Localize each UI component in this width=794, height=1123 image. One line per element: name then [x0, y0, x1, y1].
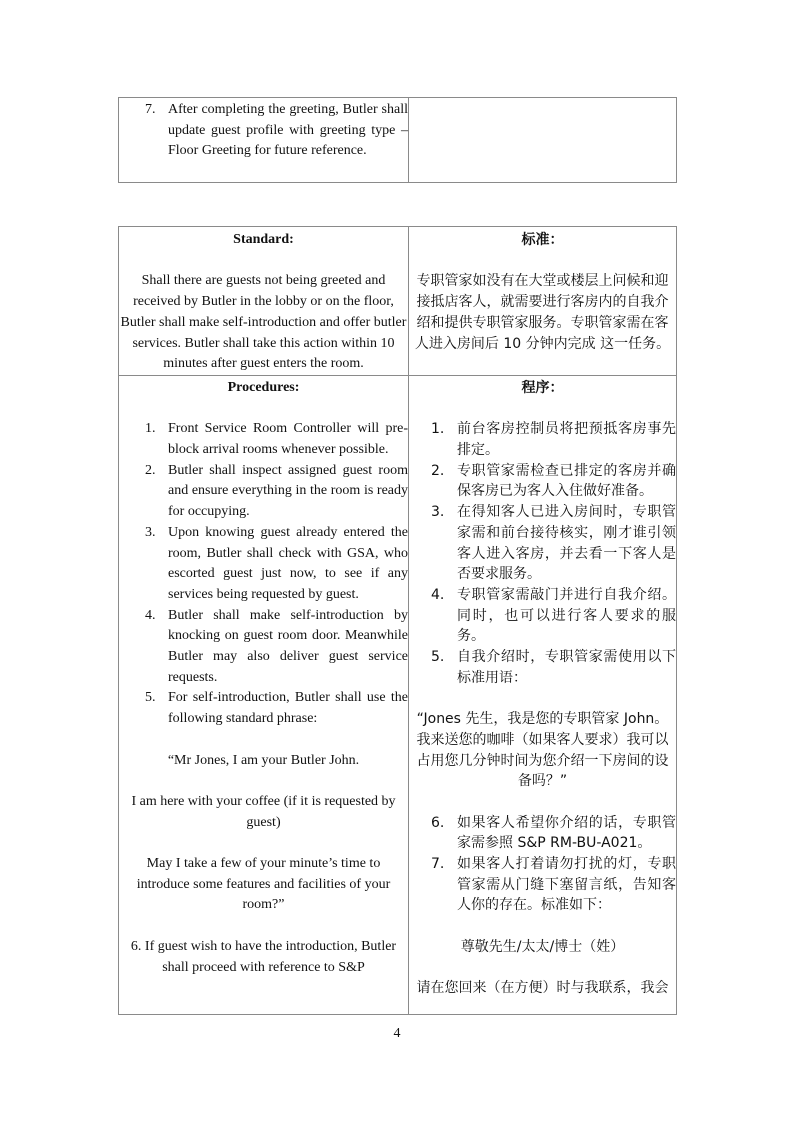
- procedures-list-en: [119, 419, 408, 730]
- list-text: 专职管家需检查已排定的客房并确保客房已为客人入住做好准备。: [457, 462, 676, 500]
- procedures-heading-en: Procedures:: [227, 379, 300, 395]
- continuation-en-cell: [119, 98, 409, 183]
- standard-text-en: Shall there are guests not being greeted and received by Butler in the lobby or on the floor, Butler shall make self-introduction and offer butler services. Butler shall take this action within 10 minutes after guest enters the room.: [120, 273, 407, 372]
- procedures-list-zh: [409, 419, 676, 688]
- procedures-list-zh-b: [409, 813, 676, 917]
- page-number: 4: [393, 1026, 401, 1041]
- list-number: 4.: [431, 586, 445, 603]
- list-item: [409, 502, 676, 585]
- procedures-zh-cell: [409, 375, 677, 1014]
- list-text: After completing the greeting, Butler shall update guest profile with greeting type – Floor Greeting for future reference.: [168, 102, 408, 159]
- list-number: 5.: [145, 690, 156, 706]
- note-zh-1: 尊敬先生/太太/博士（姓）: [460, 938, 625, 955]
- procedures-en-cell: [119, 375, 409, 1014]
- list-item: [119, 606, 408, 689]
- list-number: 1.: [145, 421, 156, 437]
- list-text: Upon knowing guest already entered the room, Butler shall check with GSA, who escorted guest just now, to see if any services being requested by guest.: [168, 524, 408, 602]
- list-text: 如果客人希望你介绍的话，专职管家需参照 S&P RM-BU-A021。: [457, 814, 676, 852]
- list-item: [119, 100, 408, 162]
- list-number: 5.: [431, 649, 445, 666]
- standard-heading-en: Standard:: [233, 232, 294, 247]
- procedures-heading-zh: 程序：: [521, 379, 564, 396]
- list-text: 前台客房控制员将把预抵客房事先排定。: [457, 421, 676, 458]
- list-text: Front Service Room Controller will pre-block arrival rooms whenever possible.: [168, 421, 408, 457]
- list-text: For self-introduction, Butler shall use the following standard phrase:: [168, 690, 408, 727]
- phrase-zh: “Jones 先生，我是您的专职管家 John。我来送您的咖啡（如果客人要求）我可以占用您几分钟时间为您介绍一下房间的设备吗？”: [416, 711, 669, 790]
- phrase-line-3: May I take a few of your minute’s time to introduce some features and facilities of your room?”: [136, 856, 391, 913]
- list-text: 在得知客人已进入房间时，专职管家需和前台接待核实，刚才谁引领客人进入客房，并去看一下客人是否要求服务。: [457, 504, 676, 583]
- list-item: [119, 523, 408, 606]
- list-number: 4.: [145, 607, 156, 623]
- list-number: 3.: [431, 504, 445, 521]
- standard-text-zh: 专职管家如没有在大堂或楼层上问候和迎接抵店客人，就需要进行客房内的自我介绍和提供专职管家服务。专职管家需在客人进入房间后 10 分钟内完成 这一任务。: [414, 273, 671, 352]
- list-item: [409, 461, 676, 502]
- standard-zh-cell: [409, 227, 677, 376]
- list-number: 7.: [431, 856, 445, 873]
- list-item: [119, 461, 408, 523]
- list-number: 2.: [431, 462, 445, 479]
- list-item: [409, 419, 676, 460]
- list-number: 7.: [145, 102, 156, 117]
- standard-en-cell: [119, 227, 409, 376]
- procedure-item-6-en: 6. If guest wish to have the introduction, Butler shall proceed with reference to S&P: [130, 938, 397, 975]
- list-text: Butler shall inspect assigned guest room and ensure everything in the room is ready for occupying.: [168, 462, 408, 520]
- list-item: [409, 585, 676, 647]
- phrase-line-2: I am here with your coffee (if it is requested by guest): [131, 793, 396, 830]
- list-number: 2.: [145, 462, 156, 478]
- continuation-zh-cell: [409, 98, 677, 183]
- list-number: 6.: [431, 814, 445, 831]
- standard-heading-zh: 标准：: [521, 232, 564, 248]
- list-text: Butler shall make self-introduction by knocking on guest room door. Meanwhile Butler may also deliver guest service requests.: [168, 607, 408, 685]
- standard-procedures-table: [118, 226, 677, 1015]
- list-number: 3.: [145, 524, 156, 540]
- list-item: [409, 854, 676, 916]
- continuation-table: [118, 97, 677, 183]
- list-item: [119, 688, 408, 729]
- list-number: 1.: [431, 421, 445, 438]
- list-text: 自我介绍时，专职管家需使用以下标准用语：: [457, 649, 676, 686]
- list-text: 专职管家需敲门并进行自我介绍。同时，也可以进行客人要求的服务。: [457, 586, 676, 645]
- note-zh-2: 请在您回来（在方便）时与我联系，我会: [416, 980, 669, 997]
- phrase-line-1: “Mr Jones, I am your Butler John.: [167, 752, 360, 768]
- list-text: 如果客人打着请勿打扰的灯，专职管家需从门缝下塞留言纸，告知客人你的存在。标准如下：: [457, 856, 676, 914]
- list-item: [119, 419, 408, 460]
- list-item: [409, 813, 676, 854]
- list-item: [409, 647, 676, 688]
